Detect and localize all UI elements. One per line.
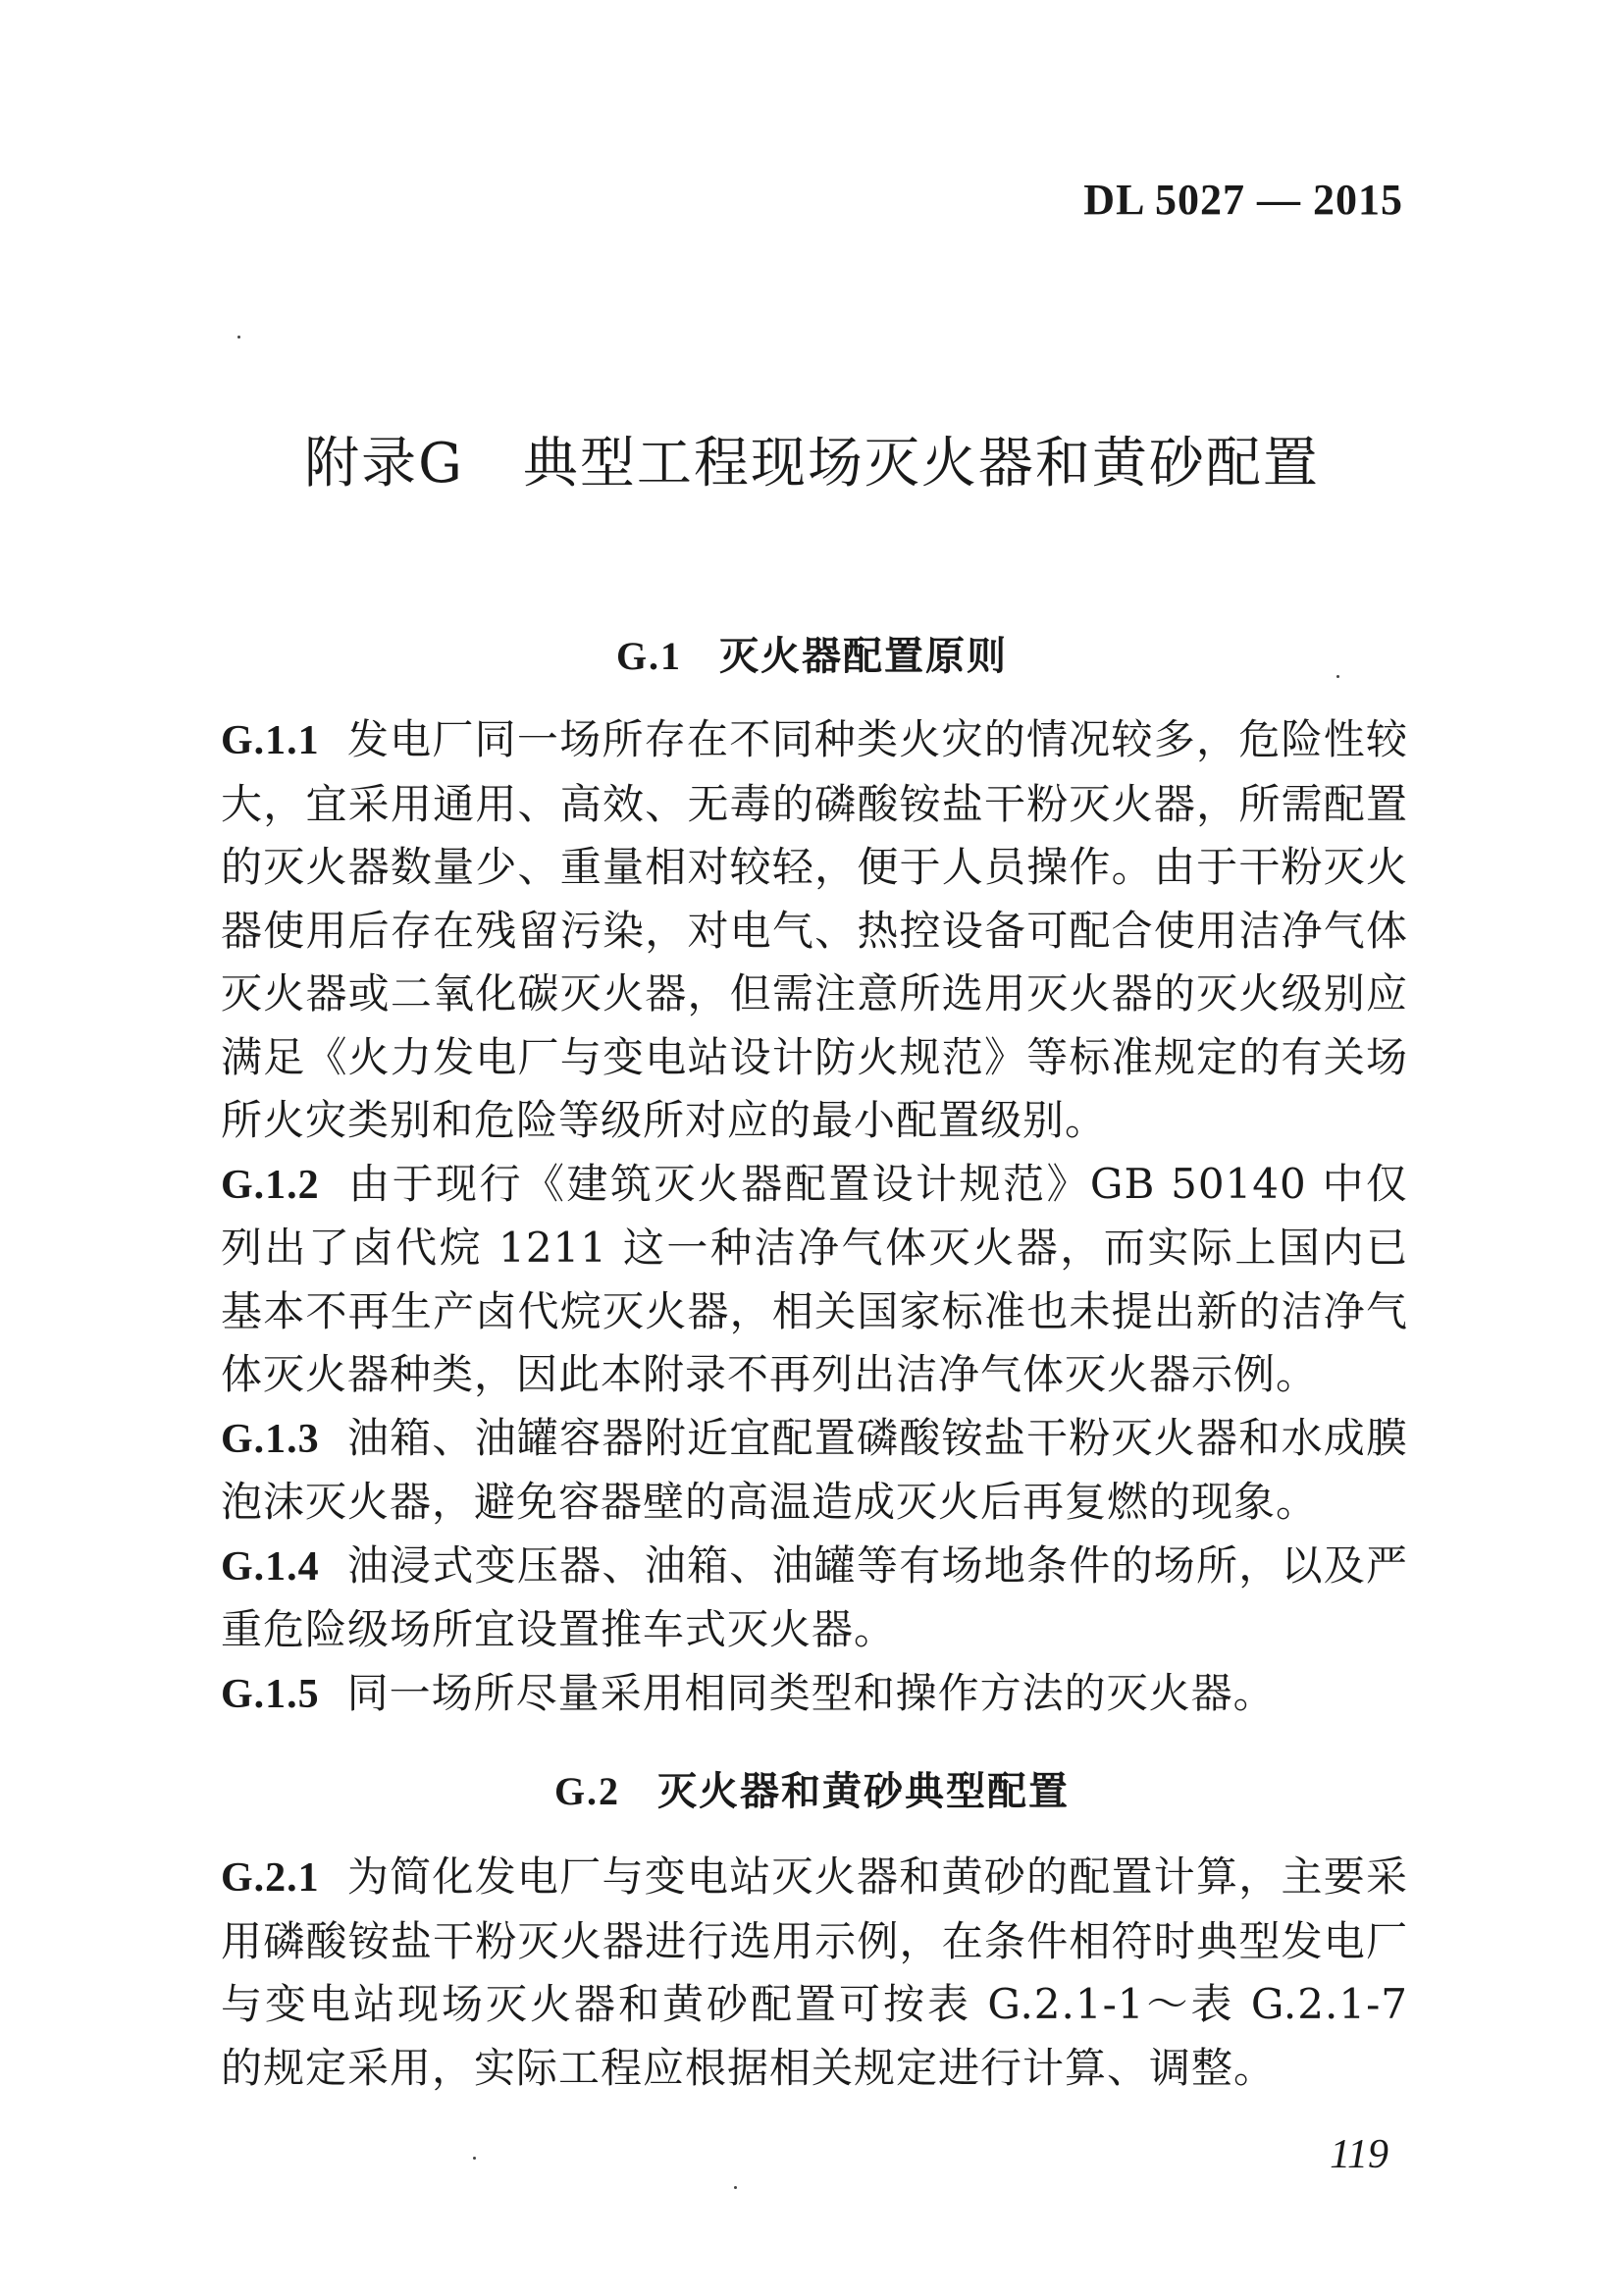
clause-g-2-1 — [221, 1846, 1408, 2100]
clause-number: G.1.3 — [221, 1416, 320, 1462]
appendix-label: 附录G — [304, 432, 464, 496]
appendix-title — [0, 420, 1624, 498]
clause-g-1-1 — [221, 708, 1408, 1153]
clause-number: G.1.2 — [221, 1162, 320, 1208]
clause-g-1-5 — [221, 1662, 1408, 1727]
section-title: 灭火器配置原则 — [719, 633, 1009, 679]
clause-number: G.1.4 — [221, 1543, 320, 1590]
scan-speck — [237, 336, 240, 339]
clause-text: 发电厂同一场所存在不同种类火灾的情况较多，危险性较大，宜采用通用、高效、无毒的磷酸铵盐干粉灭火器，所需配置的灭火器数量少、重量相对较轻，便于人员操作。由于干粉灭火器使用后存在残留污染，对电气、热控设备可配合使用洁净气体灭火器或二氧化碳灭火器，但需注意所选用灭火器的灭火级别应满足《火力发电厂与变电站设计防火规范》等标准规定的有关场所火灾类别和危险等级所对应的最小配置级别。 — [221, 715, 1408, 1144]
section-number: G.1 — [615, 634, 683, 678]
clause-number: G.1.5 — [221, 1671, 320, 1717]
scan-speck — [473, 2157, 476, 2160]
scan-speck — [1336, 675, 1339, 678]
clause-number: G.2.1 — [221, 1855, 320, 1901]
section-g2-clauses — [221, 1846, 1408, 2100]
section-heading-g2 — [0, 1760, 1624, 1816]
clause-g-1-3 — [221, 1407, 1408, 1535]
section-heading-g1 — [0, 625, 1624, 681]
scan-speck — [734, 2186, 737, 2189]
clause-g-1-4 — [221, 1535, 1408, 1662]
clause-text: 油箱、油罐容器附近宜配置磷酸铵盐干粉灭火器和水成膜泡沫灭火器，避免容器壁的高温造成灭火后再复燃的现象。 — [221, 1413, 1408, 1526]
section-number: G.2 — [553, 1769, 621, 1813]
page-number: 119 — [1330, 2132, 1388, 2177]
clause-g-1-2 — [221, 1153, 1408, 1407]
clause-text: 由于现行《建筑灭火器配置设计规范》GB 50140 中仅列出了卤代烷 1211 这一种洁净气体灭火器，而实际上国内已基本不再生产卤代烷灭火器，相关国家标准也未提出新的洁净气体灭火器种类，因此本附录不再列出洁净气体灭火器示例。 — [221, 1159, 1408, 1398]
section-g1-clauses — [221, 708, 1408, 1726]
appendix-title-text: 典型工程现场灭火器和黄砂配置 — [522, 432, 1320, 496]
document-code: DL 5027 — 2015 — [1083, 176, 1403, 224]
section-title: 灭火器和黄砂典型配置 — [657, 1768, 1071, 1814]
clause-text: 为简化发电厂与变电站灭火器和黄砂的配置计算，主要采用磷酸铵盐干粉灭火器进行选用示例，在条件相符时典型发电厂与变电站现场灭火器和黄砂配置可按表 G.2.1-1～表 G.2.1-7 的规定采用，实际工程应根据相关规定进行计算、调整。 — [221, 1852, 1408, 2092]
clause-text: 油浸式变压器、油箱、油罐等有场地条件的场所，以及严重危险级场所宜设置推车式灭火器。 — [221, 1540, 1408, 1653]
clause-number: G.1.1 — [221, 718, 320, 763]
clause-text: 同一场所尽量采用相同类型和操作方法的灭火器。 — [346, 1668, 1276, 1717]
